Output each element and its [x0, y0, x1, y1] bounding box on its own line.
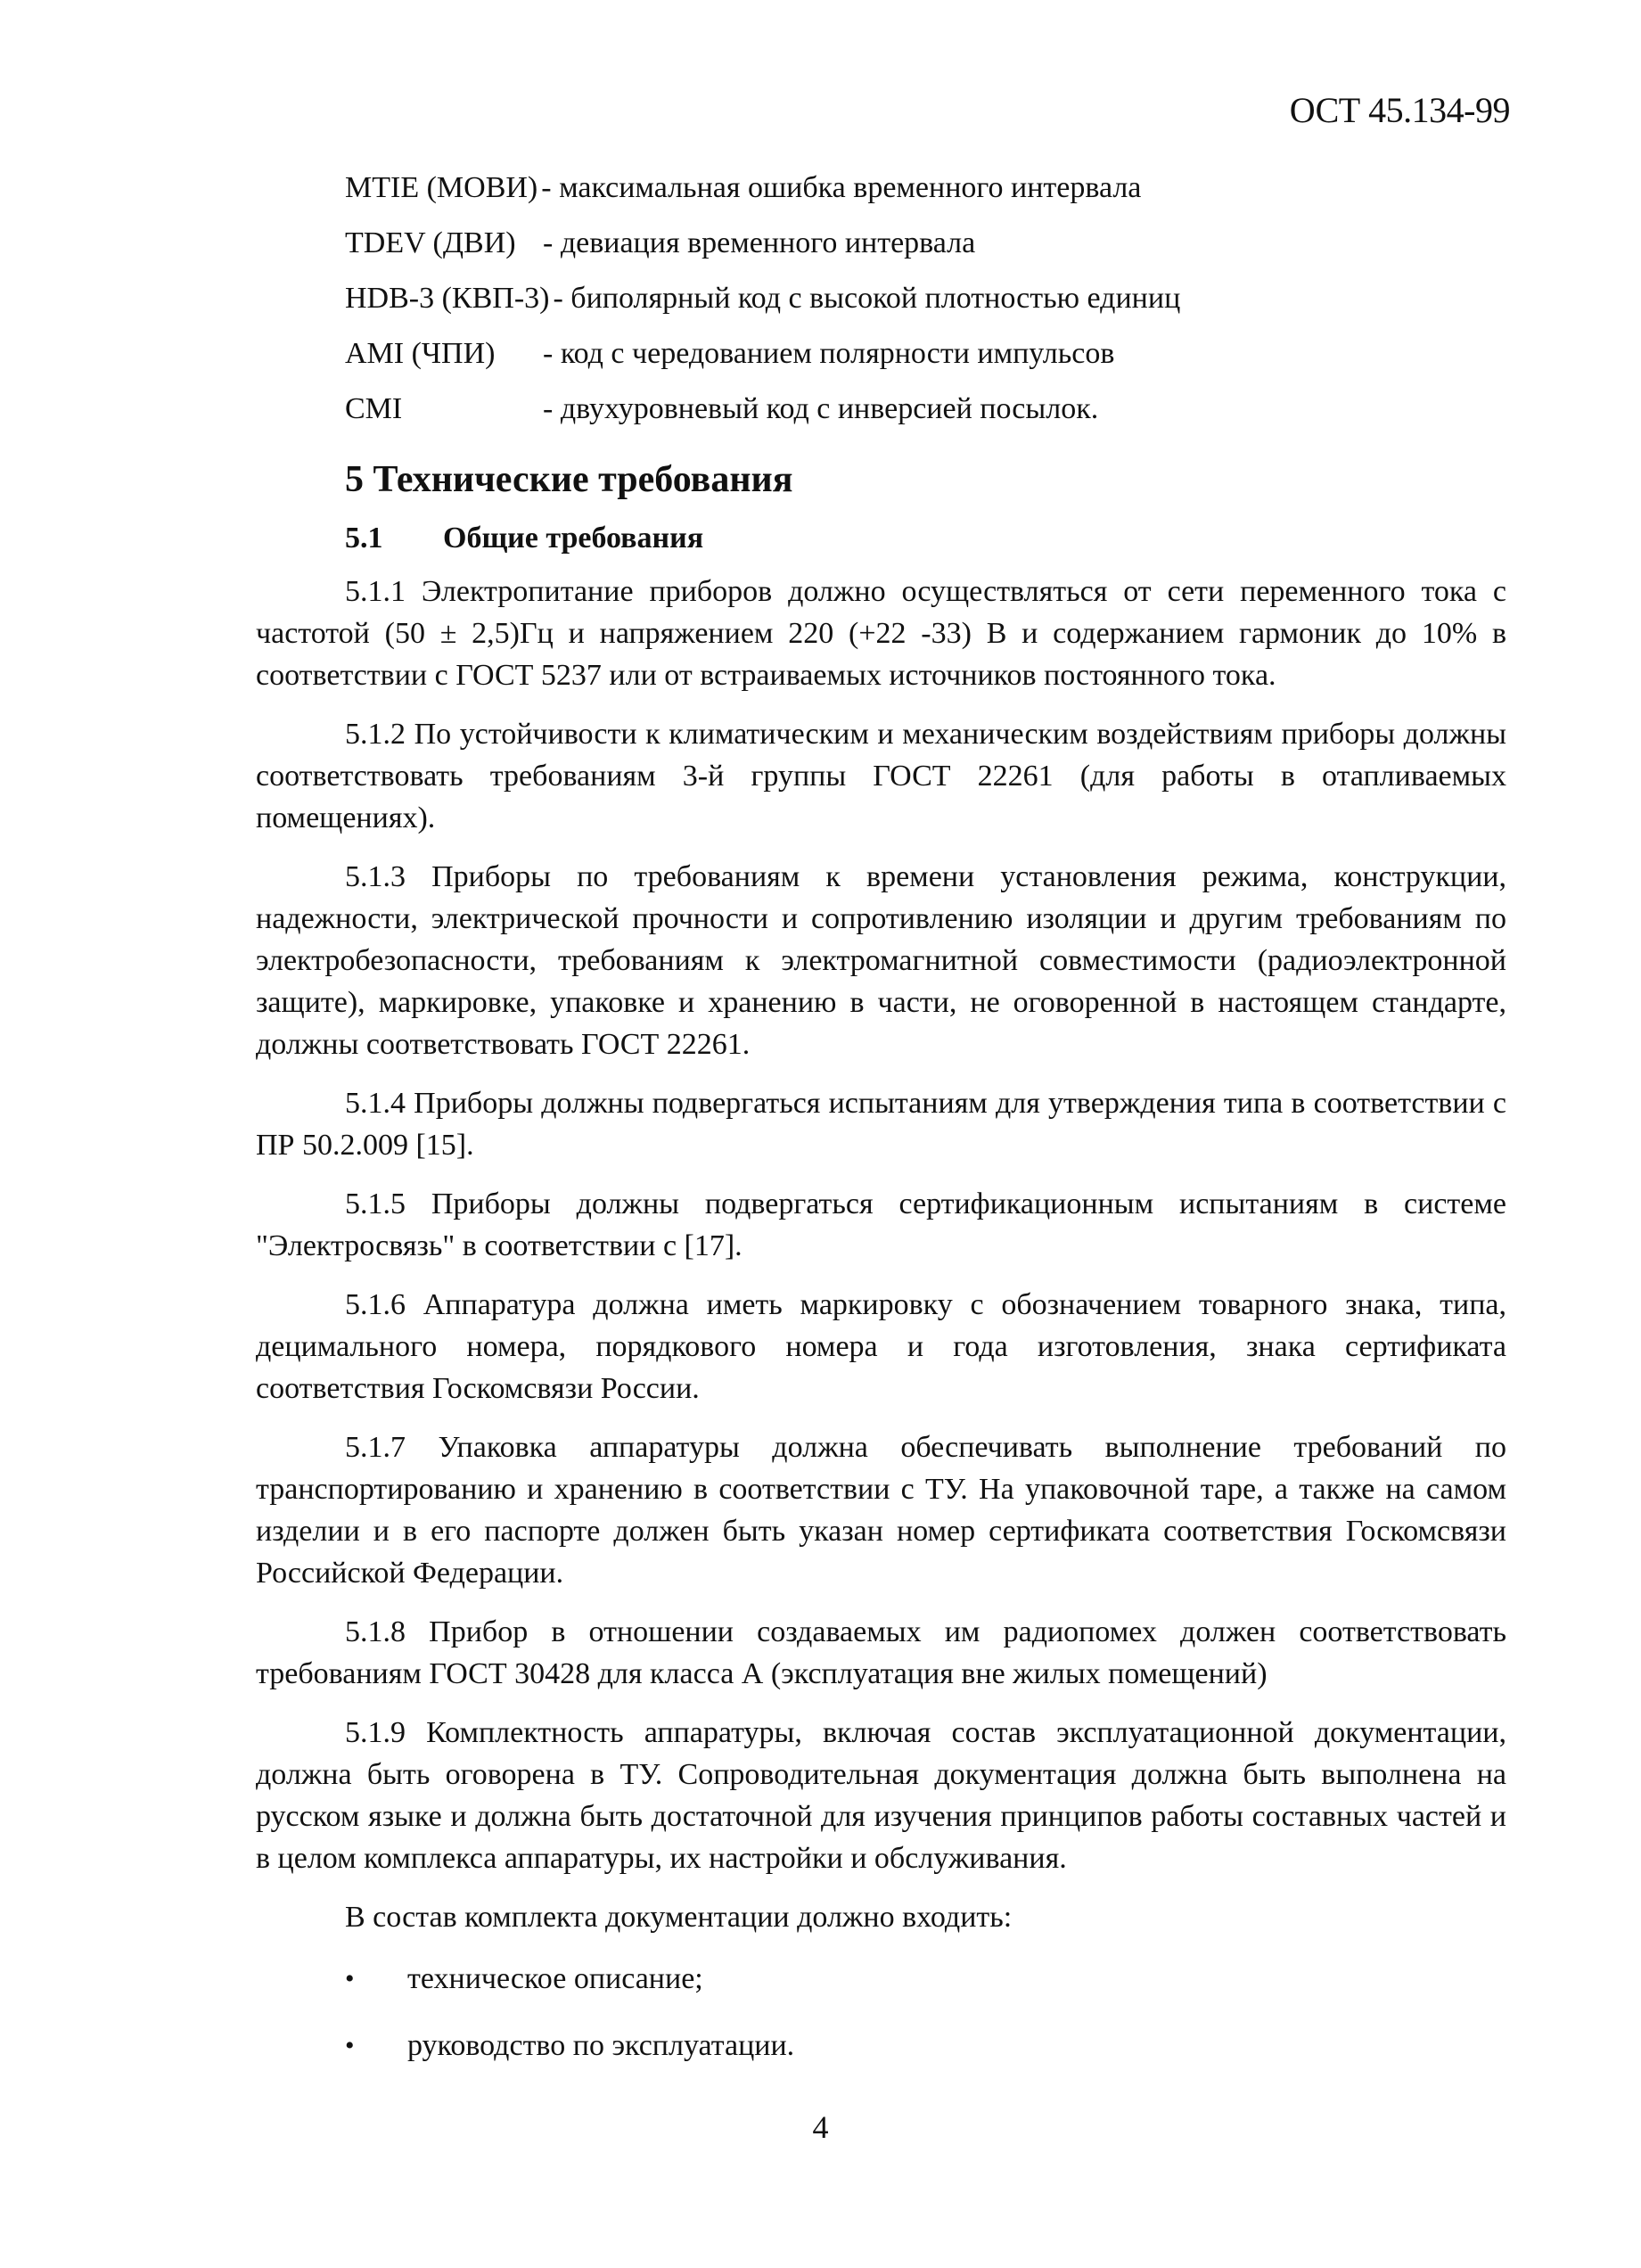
- paragraph-5-1-5: 5.1.5 Приборы должны подвергаться сертификационным испытаниям в системе "Электросвязь" в соответствии с [17].: [256, 1187, 1506, 1262]
- abbreviation-definition: - биполярный код с высокой плотностью единиц: [553, 282, 1181, 315]
- subsection-number: 5.1: [345, 522, 383, 555]
- abbreviation-definition: - девиация временного интервала: [543, 226, 976, 259]
- abbreviation-term: HDB-3 (КВП-3): [345, 282, 550, 315]
- documentation-list: [256, 1958, 1506, 2067]
- abbreviation-row: [345, 271, 1504, 326]
- abbreviation-row: [345, 326, 1504, 382]
- list-item-text: техническое описание;: [407, 1962, 703, 1995]
- bullet-icon: •: [345, 1964, 355, 1993]
- paragraph-5-1-6: 5.1.6 Аппаратура должна иметь маркировку с обозначением товарного знака, типа, децимального номера, порядкового номера и года изготовления, знака сертификата соответствия Госкомсвязи России.: [256, 1288, 1506, 1405]
- subsection-title: Общие требования: [443, 522, 704, 555]
- paragraph-5-1-4: 5.1.4 Приборы должны подвергаться испытаниям для утверждения типа в соответствии с ПР 50.2.009 [15].: [256, 1087, 1506, 1162]
- document-code: ОСТ 45.134-99: [1289, 90, 1510, 130]
- abbreviation-row: [345, 382, 1504, 437]
- paragraph-5-1-1: 5.1.1 Электропитание приборов должно осуществляться от сети переменного тока с частотой (50 ± 2,5)Гц и напряжением 220 (+22 -33) В и содержанием гармоник до 10% в соответствии с ГОСТ 5237 или от встраиваемых источников постоянного тока.: [256, 575, 1506, 692]
- abbreviation-row: [345, 216, 1504, 271]
- abbreviation-row: [345, 160, 1504, 216]
- abbreviation-definition: - двухуровневый код с инверсией посылок.: [543, 392, 1099, 425]
- paragraph-5-1-2: 5.1.2 По устойчивости к климатическим и механическим воздействиям приборы должны соответствовать требованиям 3-й группы ГОСТ 22261 (для работы в отапливаемых помещениях).: [256, 718, 1506, 834]
- abbreviation-definition: - код с чередованием полярности импульсов: [543, 337, 1115, 370]
- paragraph-5-1-9: 5.1.9 Комплектность аппаратуры, включая состав эксплуатационной документации, должна быть оговорена в ТУ. Сопроводительная документация должна быть выполнена на русском языке и должна быть достаточной для изучения принципов работы составных частей и в целом комплекса аппаратуры, их настройки и обслуживания.: [256, 1716, 1506, 1875]
- page-number: 4: [812, 2109, 829, 2145]
- subsection-heading: [345, 522, 703, 555]
- paragraph-5-1-7: 5.1.7 Упаковка аппаратуры должна обеспечивать выполнение требований по транспортированию и хранению в соответствии с ТУ. На упаковочной таре, а также на самом изделии и в его паспорте должен быть указан номер сертификата соответствия Госкомсвязи Российской Федерации.: [256, 1431, 1506, 1590]
- list-item: [256, 2025, 1506, 2067]
- list-item: [256, 1958, 1506, 2000]
- abbreviation-definition: - максимальная ошибка временного интервала: [541, 171, 1142, 204]
- paragraph-5-1-8: 5.1.8 Прибор в отношении создаваемых им радиопомех должен соответствовать требованиям ГОСТ 30428 для класса А (эксплуатация вне жилых помещений): [256, 1615, 1506, 1690]
- paragraph-5-1-3: 5.1.3 Приборы по требованиям к времени установления режима, конструкции, надежности, электрической прочности и сопротивлению изоляции и другим требованиям по электробезопасности, требованиям к электромагнитной совместимости (радиоэлектронной защите), маркировке, упаковке и хранению в части, не оговоренной в настоящем стандарте, должны соответствовать ГОСТ 22261.: [256, 860, 1506, 1061]
- documentation-list-intro: В состав комплекта документации должно входить:: [345, 1901, 1013, 1934]
- bullet-icon: •: [345, 2031, 355, 2060]
- abbreviation-term: TDEV (ДВИ): [345, 226, 516, 259]
- abbreviation-term: CMI: [345, 392, 403, 425]
- abbreviation-term: AMI (ЧПИ): [345, 337, 496, 370]
- section-heading: 5 Технические требования: [345, 459, 793, 500]
- abbreviation-list: [345, 160, 1504, 437]
- abbreviation-term: MTIE (МОВИ): [345, 171, 538, 204]
- list-item-text: руководство по эксплуатации.: [407, 2029, 795, 2062]
- requirements-body: [256, 571, 1506, 2091]
